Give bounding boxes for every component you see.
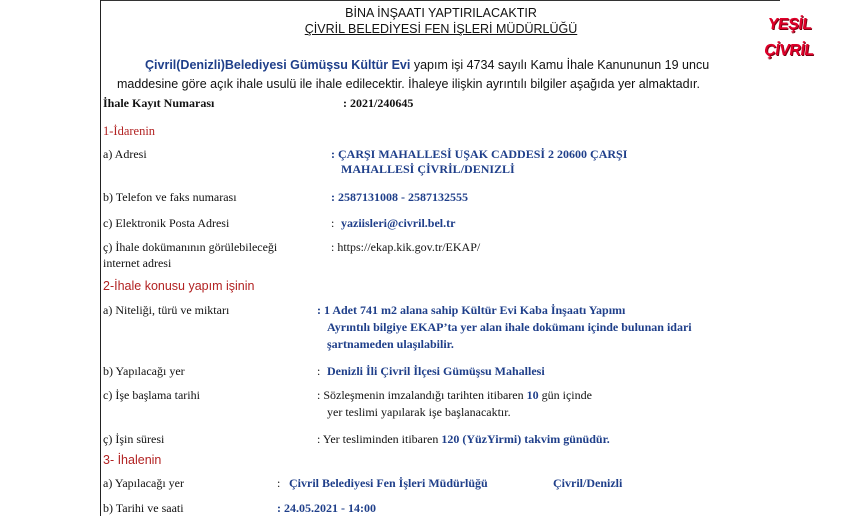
nature-line-2: Ayrıntılı bilgiye EKAP’ta yer alan ihale dokümanı içinde bulunan idari — [327, 320, 692, 334]
ikn-value: : 2021/240645 — [343, 96, 414, 110]
page-subtitle: ÇİVRİL BELEDİYESİ FEN İŞLERİ MÜDÜRLÜĞÜ — [304, 22, 578, 36]
start-label: c) İşe başlama tarihi — [103, 388, 200, 402]
nature-line-3: şartnameden ulaşılabilir. — [327, 337, 454, 351]
nature-label: a) Niteliği, türü ve miktarı — [103, 303, 230, 317]
address-line-1: : ÇARŞI MAHALLESİ UŞAK CADDESİ 2 20600 ÇARŞI — [331, 147, 628, 161]
duration-days: 120 (YüzYirmi) takvim günüdür. — [441, 432, 610, 446]
project-name: Çivril(Denizli)Belediyesi Gümüşsu Kültür Evi — [145, 58, 411, 72]
logo-text: YEŞİL ÇİVRİL — [763, 16, 815, 59]
web-label-2: internet adresi — [103, 256, 172, 270]
address-label: a) Adresi — [103, 147, 147, 161]
tender-place-city: Çivril/Denizli — [553, 476, 623, 490]
tender-date-value: : 24.05.2021 - 14:00 — [277, 501, 376, 515]
intro-paragraph — [117, 56, 777, 94]
phone-label: b) Telefon ve faks numarası — [103, 190, 237, 204]
nature-line-1: : 1 Adet 741 m2 alana sahip Kültür Evi Kaba İnşaatı Yapımı — [317, 303, 626, 317]
email-colon: : — [331, 216, 335, 230]
tender-place-label: a) Yapılacağı yer — [103, 476, 184, 490]
place-label: b) Yapılacağı yer — [103, 364, 185, 378]
section-2-title: 2-İhale konusu yapım işinin — [103, 279, 255, 293]
tender-place-value: Çivril Belediyesi Fen İşleri Müdürlüğü — [289, 476, 488, 490]
tender-date-label: b) Tarihi ve saati — [103, 501, 184, 515]
section-3-title: 3- İhalenin — [103, 453, 162, 467]
announcement-document — [100, 0, 781, 516]
address-line-2: MAHALLESİ ÇİVRİL/DENIZLİ — [341, 162, 515, 176]
place-colon: : — [317, 364, 321, 378]
phone-value: : 2587131008 - 2587132555 — [331, 190, 468, 204]
intro-text-2: maddesine göre açık ihale usulü ile ihale edilecektir. İhaleye ilişkin ayrıntılı bilgiler aşağıda yer almaktadır. — [117, 77, 700, 91]
email-label: c) Elektronik Posta Adresi — [103, 216, 230, 230]
intro-text-1: yapım işi 4734 sayılı Kamu İhale Kanununun 19 uncu — [410, 58, 710, 72]
start-line-1: : Sözleşmenin imzalandığı tarihten itibaren 10 gün içinde — [317, 388, 592, 402]
start-line-2: yer teslimi yapılarak işe başlanacaktır. — [327, 405, 511, 419]
email-value: yaziisleri@civril.bel.tr — [341, 216, 456, 230]
duration-label: ç) İşin süresi — [103, 432, 165, 446]
section-1-title: 1-İdarenin — [103, 124, 156, 138]
tender-place-colon: : — [277, 476, 281, 490]
duration-value: : Yer tesliminden itibaren 120 (YüzYirmi) takvim günüdür. — [317, 432, 610, 446]
web-label-1: ç) İhale dokümanının görülebileceği — [103, 240, 278, 254]
web-value: : https://ekap.kik.gov.tr/EKAP/ — [331, 240, 481, 254]
page-title: BİNA İNŞAATI YAPTIRILACAKTIR — [345, 6, 537, 20]
place-value: Denizli İli Çivril İlçesi Gümüşsu Mahallesi — [327, 364, 545, 378]
ikn-label: İhale Kayıt Numarası — [103, 96, 215, 110]
start-days: 10 — [526, 388, 539, 402]
